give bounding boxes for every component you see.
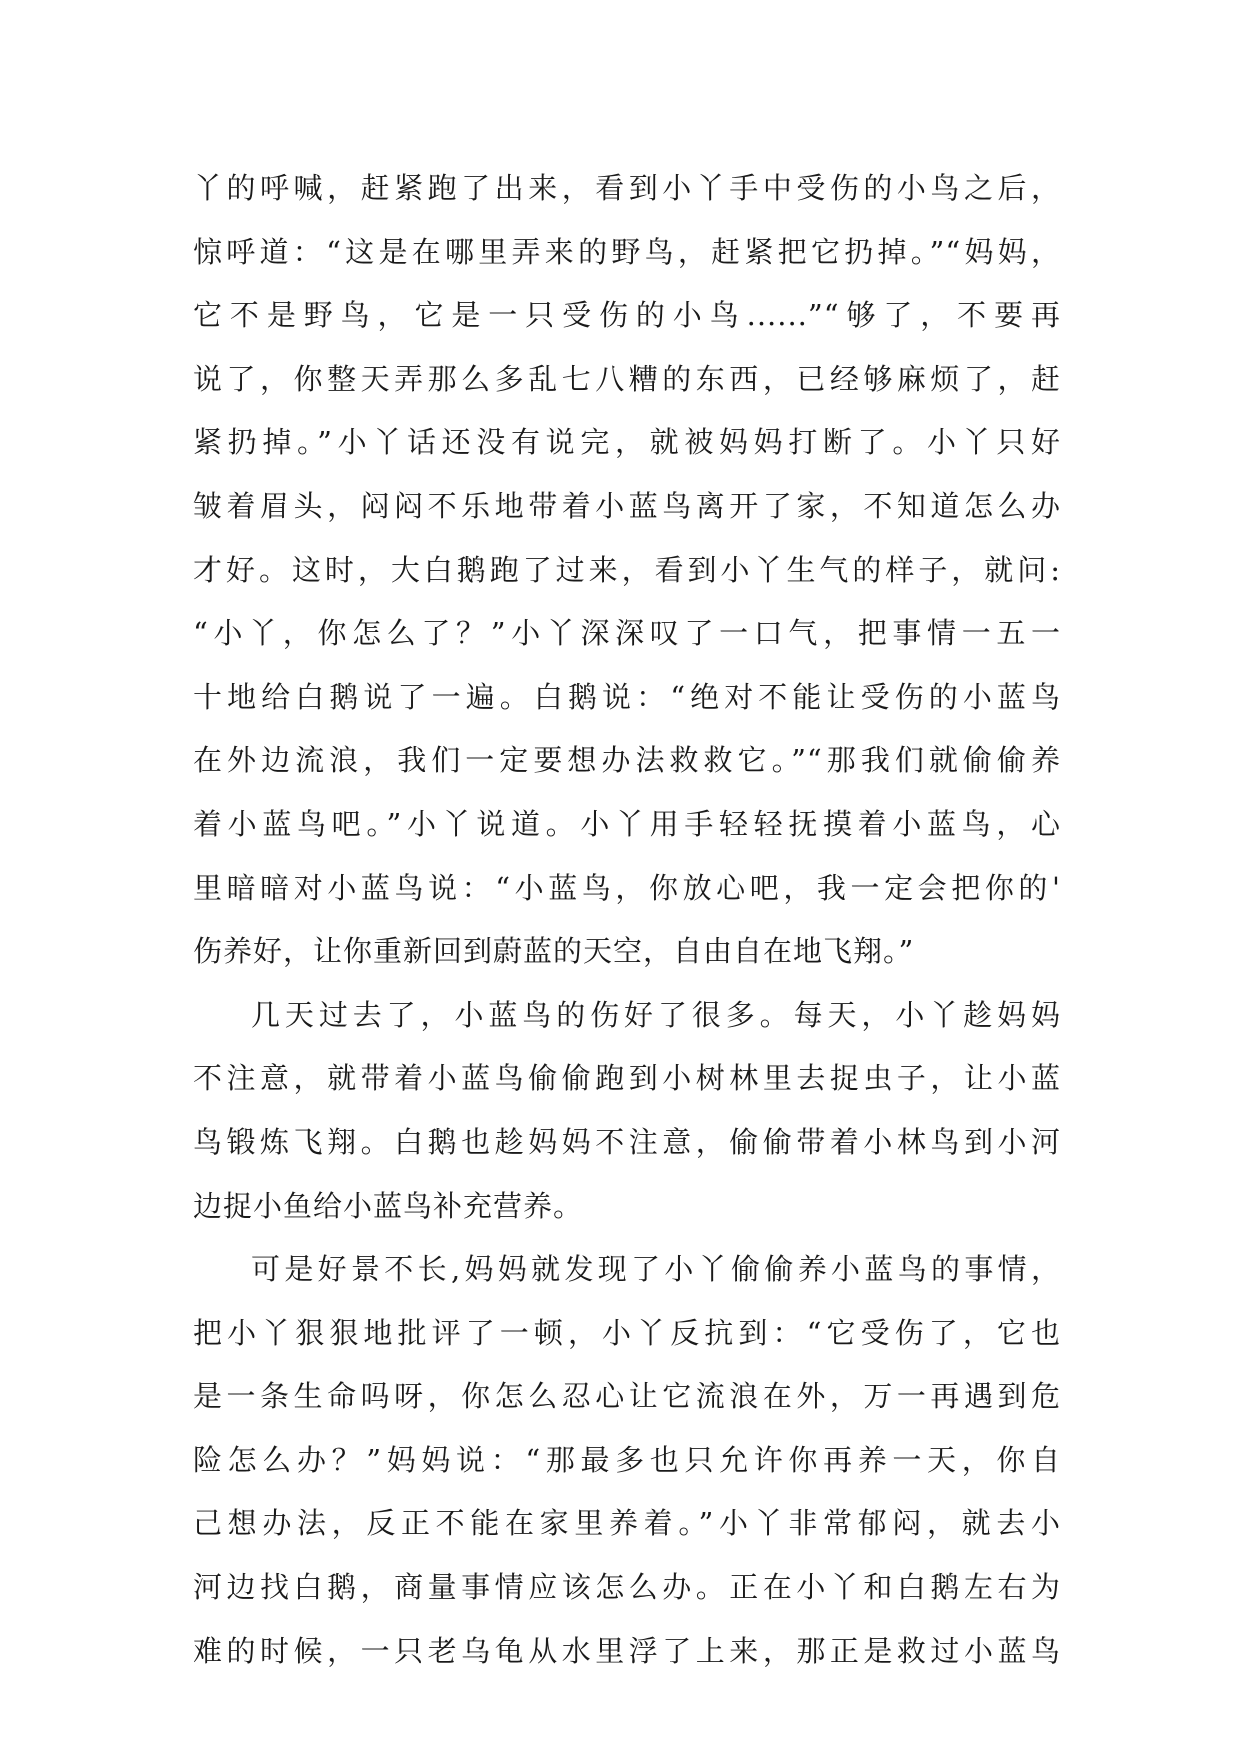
text-line: 边捉小鱼给小蓝鸟补充营养。: [193, 1188, 584, 1223]
text-line: 是一条生命吗呀，你怎么忍心让它流浪在外，万一再遇到危: [193, 1379, 1061, 1414]
text-line: 在外边流浪，我们一定要想办法救救它。”“那我们就偷偷养: [193, 743, 1061, 778]
text-line: 皱着眉头，闷闷不乐地带着小蓝鸟离开了家，不知道怎么办: [193, 488, 1061, 523]
text-line: 险怎么办？”妈妈说：“那最多也只允许你再养一天，你自: [193, 1442, 1061, 1477]
text-line: 己想办法，反正不能在家里养着。”小丫非常郁闷，就去小: [193, 1506, 1061, 1541]
text-line: 说了，你整天弄那么多乱七八糟的东西，已经够麻烦了，赶: [193, 361, 1061, 396]
text-line: 把小丫狠狠地批评了一顿，小丫反抗到：“它受伤了，它也: [193, 1315, 1061, 1350]
text-line: 鸟锻炼飞翔。白鹅也趁妈妈不注意，偷偷带着小林鸟到小河: [193, 1124, 1061, 1159]
text-line: 里暗暗对小蓝鸟说：“小蓝鸟，你放心吧，我一定会把你的': [193, 870, 1061, 905]
text-line: 惊呼道：“这是在哪里弄来的野鸟，赶紧把它扔掉。”“妈妈，: [193, 234, 1061, 269]
text-line: 紧扔掉。”小丫话还没有说完，就被妈妈打断了。小丫只好: [193, 425, 1061, 460]
text-line: 河边找白鹅，商量事情应该怎么办。正在小丫和白鹅左右为: [193, 1570, 1061, 1605]
text-line: 它不是野鸟，它是一只受伤的小鸟......”“够了，不要再: [193, 298, 1061, 333]
story-text: [193, 157, 1061, 1683]
text-line: 才好。这时，大白鹅跑了过来，看到小丫生气的样子，就问:: [193, 552, 1061, 587]
text-line: 伤养好，让你重新回到蔚蓝的天空，自由自在地飞翔。”: [193, 934, 915, 969]
text-line: 着小蓝鸟吧。”小丫说道。小丫用手轻轻抚摸着小蓝鸟，心: [193, 806, 1061, 841]
paragraph-start-line: 可是好景不长,妈妈就发现了小丫偷偷养小蓝鸟的事情，: [251, 1252, 1061, 1287]
text-line: 不注意，就带着小蓝鸟偷偷跑到小树林里去捉虫子，让小蓝: [193, 1061, 1061, 1096]
text-line: “小丫，你怎么了？”小丫深深叹了一口气，把事情一五一: [193, 616, 1061, 651]
paragraph-start-line: 几天过去了，小蓝鸟的伤好了很多。每天，小丫趁妈妈: [251, 997, 1061, 1032]
text-line: 十地给白鹅说了一遍。白鹅说：“绝对不能让受伤的小蓝鸟: [193, 679, 1061, 714]
text-line: 难的时候，一只老乌龟从水里浮了上来，那正是救过小蓝鸟: [193, 1633, 1061, 1668]
text-line: 丫的呼喊，赶紧跑了出来，看到小丫手中受伤的小鸟之后，: [193, 171, 1061, 205]
